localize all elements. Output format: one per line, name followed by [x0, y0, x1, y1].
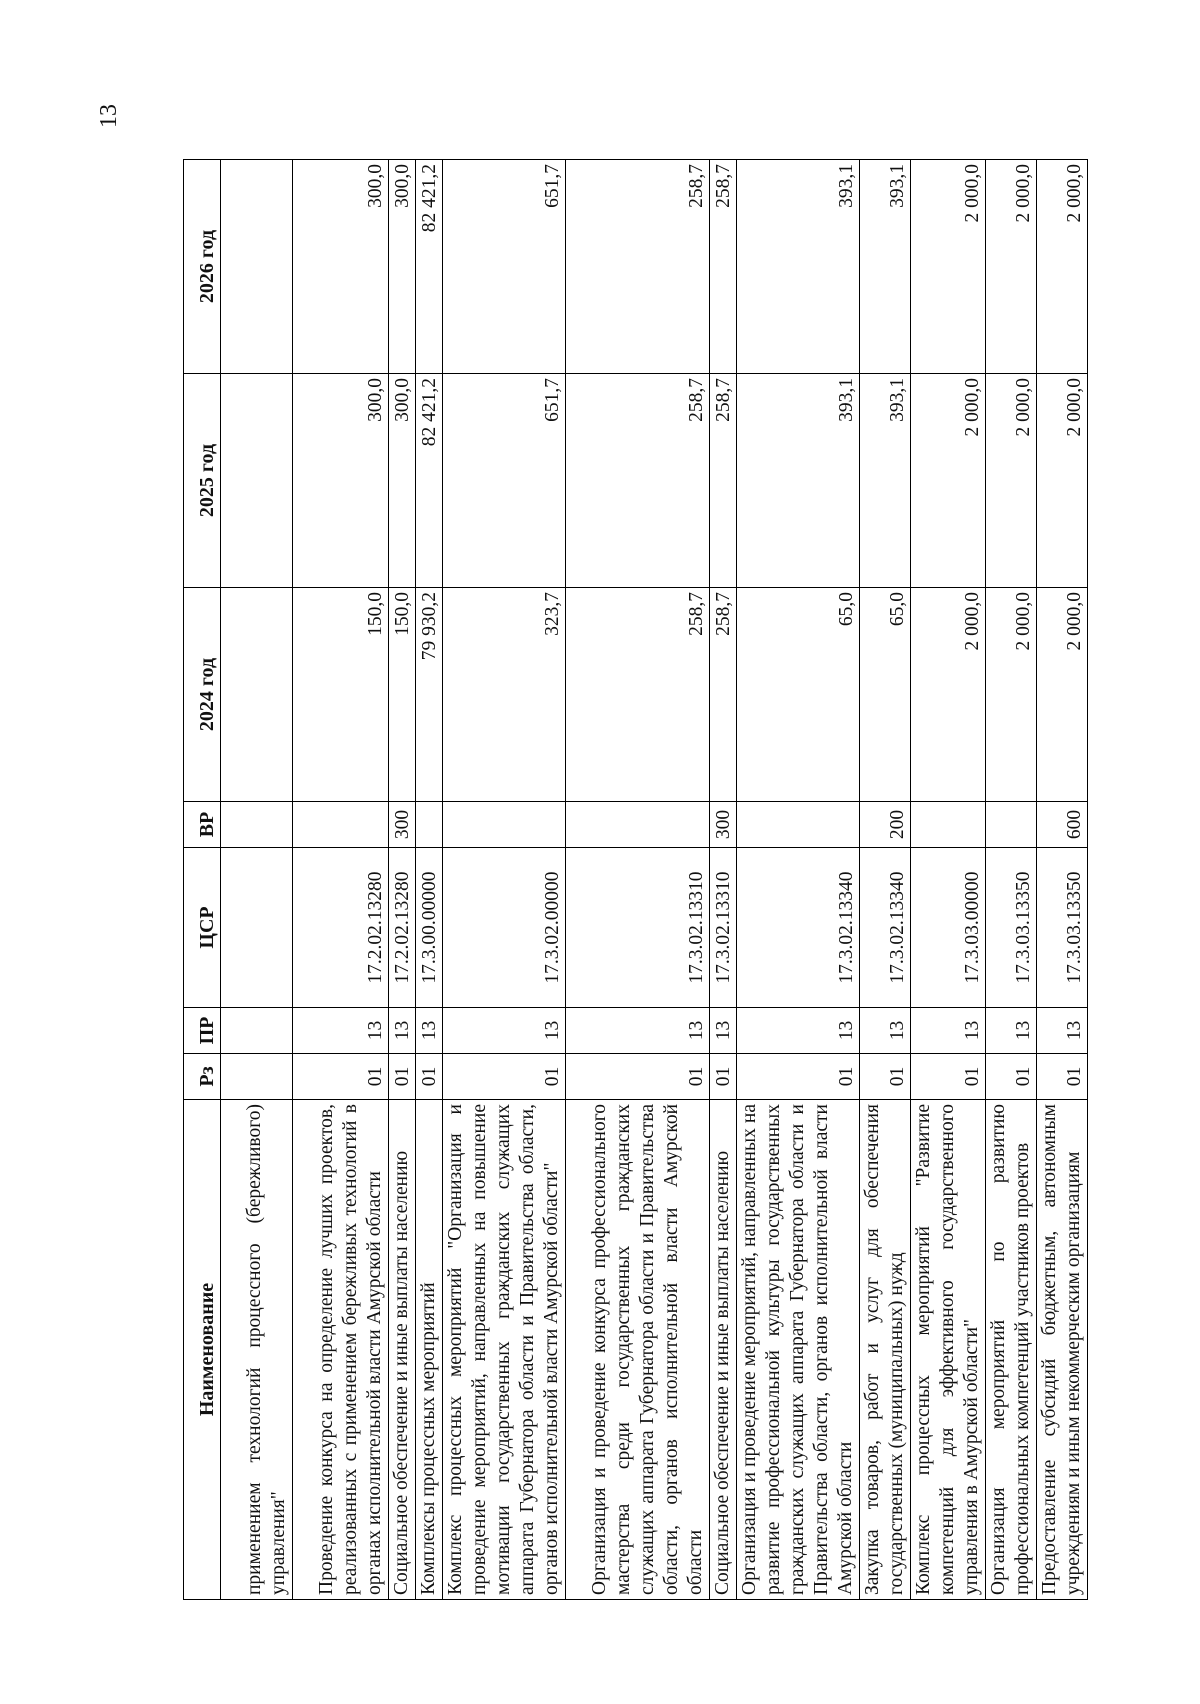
table-cell-pr: 13 — [389, 1008, 416, 1054]
table-cell-name: Комплекс процессных мероприятий "Развитие компетенций для эффективного государственного управления в Амурской области" — [911, 1100, 986, 1600]
table-cell-pr: 13 — [911, 1008, 986, 1054]
table-row — [860, 160, 911, 1600]
table-row — [710, 160, 737, 1600]
table-cell-name: Организация и проведение мероприятий, направленных на развитие профессиональной культуры государственных гражданских служащих аппарата Губернатора области и Правительства области, органов исполнительной власти Амурской области — [737, 1100, 860, 1600]
table-cell-2025: 393,1 — [737, 374, 860, 588]
table-cell-csr: 17.3.03.00000 — [911, 848, 986, 1008]
table-cell-rz: 01 — [566, 1054, 710, 1100]
table-row — [911, 160, 986, 1600]
table-cell-2025: 2 000,0 — [911, 374, 986, 588]
table-cell-name: Комплекс процессных мероприятий "Организация и проведение мероприятий, направленных на повышение мотивации государственных гражданских служащих аппарата Губернатора области и Правительства области, органов исполнительной власти Амурской области" — [443, 1100, 566, 1600]
table-row — [1037, 160, 1088, 1600]
table-cell-csr: 17.3.02.13340 — [737, 848, 860, 1008]
table-row — [443, 160, 566, 1600]
table-cell-2024 — [221, 588, 293, 802]
header-name: Наименование — [184, 1100, 221, 1600]
table-cell-2026: 651,7 — [443, 160, 566, 374]
table-cell-2025: 300,0 — [389, 374, 416, 588]
table-cell-rz: 01 — [416, 1054, 443, 1100]
table-cell-2025: 651,7 — [443, 374, 566, 588]
header-2025: 2025 год — [184, 374, 221, 588]
header-2024: 2024 год — [184, 588, 221, 802]
table-cell-pr: 13 — [710, 1008, 737, 1054]
table-cell-csr: 17.2.02.13280 — [389, 848, 416, 1008]
table-cell-csr: 17.3.00.00000 — [416, 848, 443, 1008]
table-cell-2026: 82 421,2 — [416, 160, 443, 374]
table-cell-2026 — [221, 160, 293, 374]
table-cell-2024: 2 000,0 — [1037, 588, 1088, 802]
table-cell-2025: 258,7 — [566, 374, 710, 588]
table-cell-csr: 17.3.03.13350 — [1037, 848, 1088, 1008]
table-cell-pr: 13 — [293, 1008, 389, 1054]
table-cell-csr: 17.2.02.13280 — [293, 848, 389, 1008]
table-cell-rz: 01 — [737, 1054, 860, 1100]
table-cell-2024: 258,7 — [710, 588, 737, 802]
table-cell-vr — [293, 802, 389, 848]
table-cell-name: Организация и проведение конкурса профессионального мастерства среди государственных гражданских служащих аппарата Губернатора области и Правительства области, органов исполнительной власти Амурской области — [566, 1100, 710, 1600]
table-cell-rz: 01 — [710, 1054, 737, 1100]
table-cell-2026: 258,7 — [710, 160, 737, 374]
table-cell-rz: 01 — [443, 1054, 566, 1100]
table-cell-vr: 200 — [860, 802, 911, 848]
table-cell-2026: 258,7 — [566, 160, 710, 374]
table-cell-2026: 393,1 — [737, 160, 860, 374]
table-body — [221, 160, 1088, 1600]
table-cell-pr: 13 — [986, 1008, 1037, 1054]
table-cell-2024: 65,0 — [737, 588, 860, 802]
table-cell-pr: 13 — [443, 1008, 566, 1054]
table-row — [389, 160, 416, 1600]
table-cell-2024: 2 000,0 — [986, 588, 1037, 802]
table-cell-name: Организация мероприятий по развитию профессиональных компетенций участников проектов — [986, 1100, 1037, 1600]
header-csr: ЦСР — [184, 848, 221, 1008]
table-cell-rz: 01 — [389, 1054, 416, 1100]
table-row — [416, 160, 443, 1600]
table-cell-vr: 600 — [1037, 802, 1088, 848]
table-cell-rz: 01 — [986, 1054, 1037, 1100]
table-cell-2024: 2 000,0 — [911, 588, 986, 802]
table-cell-2024: 323,7 — [443, 588, 566, 802]
header-vr: ВР — [184, 802, 221, 848]
table-cell-vr — [416, 802, 443, 848]
table-cell-2025 — [221, 374, 293, 588]
table-cell-csr: 17.3.02.00000 — [443, 848, 566, 1008]
table-cell-vr — [566, 802, 710, 848]
table-cell-vr — [986, 802, 1037, 848]
table-cell-name: Закупка товаров, работ и услуг для обеспечения государственных (муниципальных) нужд — [860, 1100, 911, 1600]
table-cell-name: Комплексы процессных мероприятий — [416, 1100, 443, 1600]
table-cell-2026: 2 000,0 — [911, 160, 986, 374]
header-rz: Рз — [184, 1054, 221, 1100]
table-header-row — [184, 160, 221, 1600]
table-row — [293, 160, 389, 1600]
table-cell-rz: 01 — [293, 1054, 389, 1100]
table-cell-rz: 01 — [860, 1054, 911, 1100]
rotated-table-container — [183, 160, 1083, 1600]
table-cell-2025: 2 000,0 — [1037, 374, 1088, 588]
table-row — [986, 160, 1037, 1600]
table-cell-rz: 01 — [911, 1054, 986, 1100]
table-row — [737, 160, 860, 1600]
table-cell-rz: 01 — [1037, 1054, 1088, 1100]
table-cell-name: Социальное обеспечение и иные выплаты населению — [389, 1100, 416, 1600]
table-cell-2025: 258,7 — [710, 374, 737, 588]
table-cell-pr: 13 — [737, 1008, 860, 1054]
table-cell-csr: 17.3.02.13310 — [566, 848, 710, 1008]
table-cell-2024: 150,0 — [389, 588, 416, 802]
table-cell-name: применением технологий процессного (бережливого) управления" — [221, 1100, 293, 1600]
table-cell-name: Предоставление субсидий бюджетным, автономным учреждениям и иным некоммерческим организациям — [1037, 1100, 1088, 1600]
table-cell-csr: 17.3.02.13310 — [710, 848, 737, 1008]
table-cell-2025: 82 421,2 — [416, 374, 443, 588]
table-cell-2026: 300,0 — [389, 160, 416, 374]
table-cell-vr — [221, 802, 293, 848]
table-cell-pr: 13 — [860, 1008, 911, 1054]
table-cell-2025: 2 000,0 — [986, 374, 1037, 588]
table-cell-pr: 13 — [416, 1008, 443, 1054]
page-number: 13 — [96, 104, 122, 128]
table-cell-vr — [443, 802, 566, 848]
table-cell-2024: 258,7 — [566, 588, 710, 802]
table-cell-2025: 300,0 — [293, 374, 389, 588]
table-cell-name: Проведение конкурса на определение лучших проектов, реализованных с применением бережливых технологий в органах исполнительной власти Амурской области — [293, 1100, 389, 1600]
table-row — [566, 160, 710, 1600]
table-cell-2024: 150,0 — [293, 588, 389, 802]
table-cell-csr: 17.3.02.13340 — [860, 848, 911, 1008]
header-pr: ПР — [184, 1008, 221, 1054]
budget-table — [183, 159, 1088, 1600]
table-cell-vr — [911, 802, 986, 848]
table-cell-rz — [221, 1054, 293, 1100]
table-cell-csr — [221, 848, 293, 1008]
table-cell-2026: 300,0 — [293, 160, 389, 374]
table-cell-vr: 300 — [389, 802, 416, 848]
table-cell-pr — [221, 1008, 293, 1054]
table-row — [221, 160, 293, 1600]
table-cell-2025: 393,1 — [860, 374, 911, 588]
header-2026: 2026 год — [184, 160, 221, 374]
table-cell-pr: 13 — [1037, 1008, 1088, 1054]
table-cell-2026: 2 000,0 — [1037, 160, 1088, 374]
table-cell-name: Социальное обеспечение и иные выплаты населению — [710, 1100, 737, 1600]
table-cell-2026: 2 000,0 — [986, 160, 1037, 374]
table-cell-vr: 300 — [710, 802, 737, 848]
table-cell-pr: 13 — [566, 1008, 710, 1054]
table-cell-csr: 17.3.03.13350 — [986, 848, 1037, 1008]
table-cell-vr — [737, 802, 860, 848]
table-cell-2026: 393,1 — [860, 160, 911, 374]
table-cell-2024: 79 930,2 — [416, 588, 443, 802]
table-cell-2024: 65,0 — [860, 588, 911, 802]
